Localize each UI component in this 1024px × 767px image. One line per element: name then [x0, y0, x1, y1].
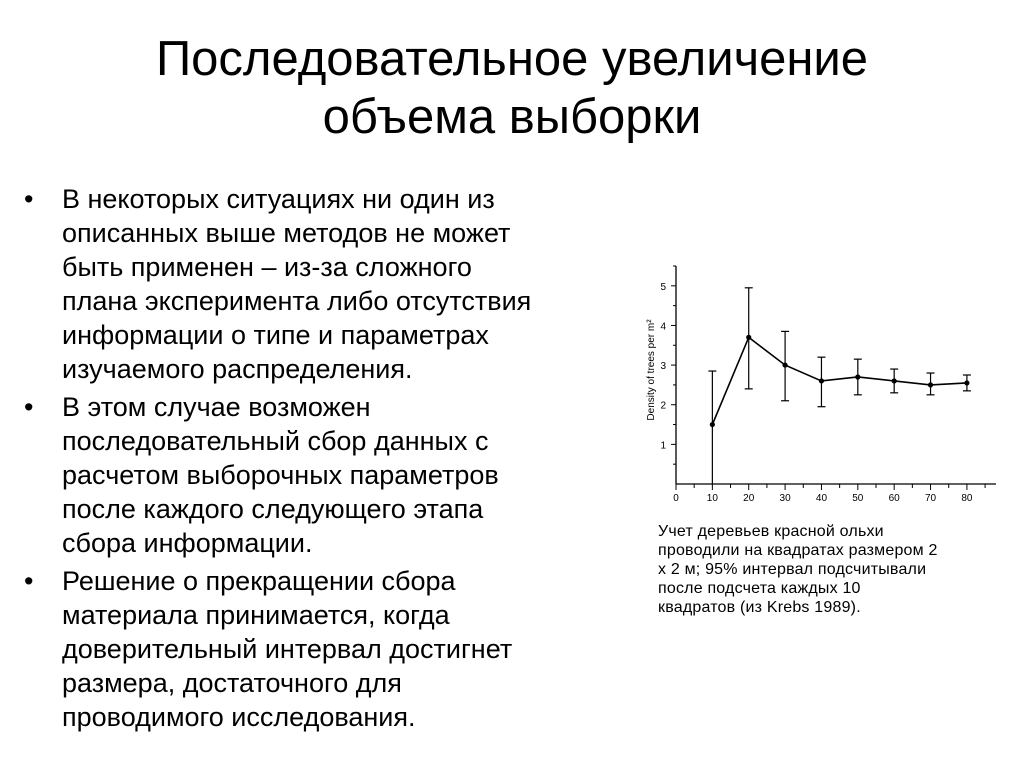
series-line — [712, 337, 967, 424]
chart-caption — [658, 522, 1018, 617]
bullet-line: доверительный интервал достигнет — [62, 634, 513, 664]
bullet-line: плана эксперимента либо отсутствия — [62, 286, 532, 316]
bullet-line: материала принимается, когда — [62, 600, 450, 630]
caption-line: Учет деревьев красной ольхи — [658, 523, 884, 540]
bullet-line: В этом случае возможен — [62, 392, 371, 422]
y-tick-label: 5 — [660, 281, 666, 293]
data-point — [964, 380, 969, 385]
x-tick-label: 50 — [852, 493, 864, 504]
y-tick-label: 4 — [660, 321, 666, 333]
bullet-line: размера, достаточного для — [62, 668, 402, 698]
bullet-line: описанных выше методов не может — [62, 218, 511, 248]
bullet-item — [18, 182, 618, 386]
bullet-line: сбора информации. — [62, 528, 313, 558]
bullet-line: расчетом выборочных параметров — [62, 460, 499, 490]
bullet-item — [18, 564, 618, 734]
bullet-line: быть применен – из-за сложного — [62, 252, 472, 282]
x-tick-label: 70 — [924, 493, 937, 504]
y-tick-label: 2 — [660, 400, 666, 412]
caption-line: х 2 м; 95% интервал подсчитывали — [658, 561, 927, 578]
x-tick-label: 80 — [961, 493, 973, 504]
data-point — [928, 382, 933, 387]
x-tick-label: 30 — [779, 493, 791, 504]
y-tick-label: 3 — [660, 361, 666, 373]
data-point — [710, 422, 715, 427]
data-point — [819, 378, 824, 383]
density-chart — [630, 258, 1010, 518]
data-point — [892, 378, 897, 383]
slide-title-line-2: объема выборки — [322, 90, 702, 144]
x-tick-label: 10 — [706, 493, 718, 504]
bullet-line: проводимого исследования. — [62, 702, 416, 732]
y-tick-label: 1 — [660, 440, 666, 452]
bullet-line: Решение о прекращении сбора — [62, 566, 456, 596]
x-tick-label: 0 — [673, 493, 679, 504]
chart-axes — [676, 266, 996, 484]
bullet-list — [18, 182, 618, 738]
slide-title-line-1: Последовательное увеличение — [155, 32, 869, 86]
bullet-icon: • — [24, 566, 34, 596]
bullet-icon: • — [24, 392, 34, 422]
x-tick-label: 20 — [743, 493, 755, 504]
bullet-line: последовательный сбор данных с — [62, 426, 489, 456]
chart-y-axis-label: Density of trees per m² — [646, 319, 657, 421]
caption-line: после подсчета каждых 10 — [658, 580, 861, 597]
data-point — [782, 362, 787, 367]
bullet-line: информации о типе и параметрах — [62, 320, 489, 350]
data-point — [855, 374, 860, 379]
bullet-line: после каждого следующего этапа — [62, 494, 484, 524]
bullet-line: изучаемого распределения. — [62, 354, 413, 384]
bullet-item — [18, 390, 618, 560]
x-tick-label: 40 — [815, 493, 828, 504]
caption-line: квадратов (из Krebs 1989). — [658, 599, 861, 616]
bullet-line: В некоторых ситуациях ни один из — [62, 184, 495, 214]
data-point — [746, 335, 751, 340]
caption-line: проводили на квадратах размером 2 — [658, 542, 938, 559]
x-tick-label: 60 — [888, 493, 900, 504]
bullet-icon: • — [24, 184, 34, 214]
slide-title — [0, 30, 1024, 146]
